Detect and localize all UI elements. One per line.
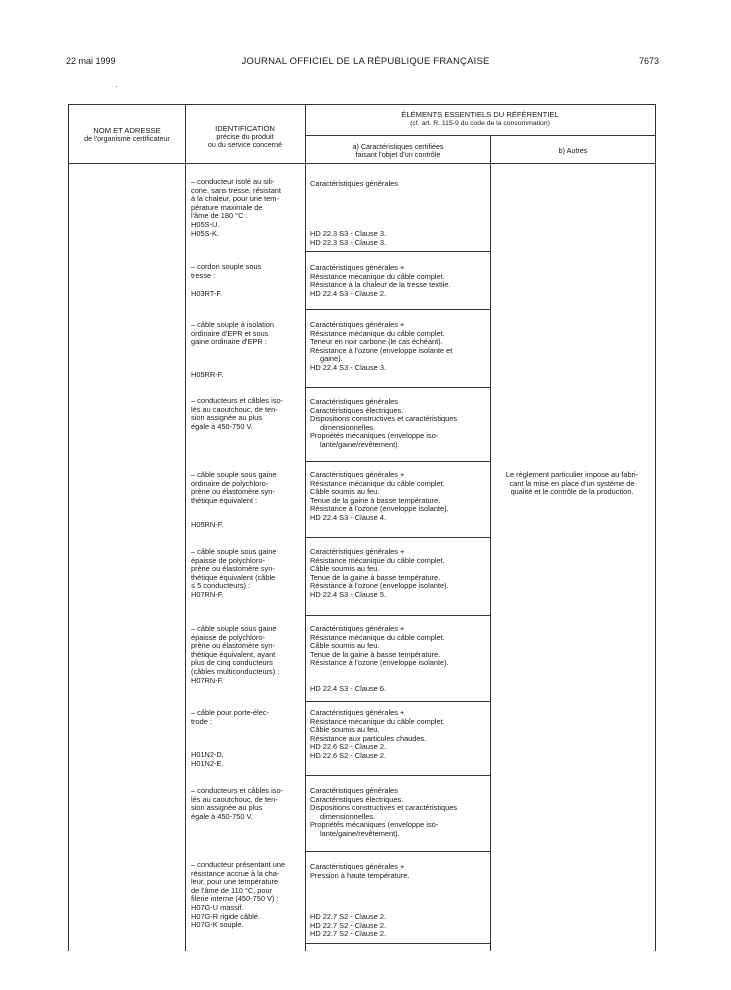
criteria-line: Caractéristiques générales + (310, 320, 405, 329)
desc-line: prène ou élastomère syn- (191, 641, 275, 651)
product-code: H07G-R rigide câblé. (191, 911, 261, 921)
criteria-cell (310, 180, 484, 189)
criteria-line: Teneur en noir carbone (le cas échéant). (310, 337, 443, 347)
criteria-line: Résistance à l'ozone (enveloppe isolante et (310, 345, 453, 355)
product-code: H01N2-D. (191, 750, 224, 759)
desc-line: – conducteurs et câbles iso- (191, 786, 284, 795)
criteria-line: Résistance à l'ozone (enveloppe isolante). (310, 504, 449, 514)
col-header-caracteristiques-line2: faisant l'objet d'un contrôle (355, 150, 441, 159)
col-header-autres: b) Autres (558, 146, 588, 155)
product-code: H05RR-F. (191, 370, 224, 379)
desc-line: épaisse de polychloro- (191, 555, 265, 565)
desc-line: trode : (191, 716, 212, 726)
row-separator (305, 537, 490, 538)
col-header-caracteristiques-line1: a) Caractéristiques certifiées (352, 142, 444, 151)
criteria-line: lante/gaine/revêtement). (320, 439, 400, 449)
standard-reference: HD 22.7 S2 - Clause 2. (310, 912, 386, 921)
standard-reference: HD 22.4 S3 - Clause 4. (310, 512, 386, 522)
desc-line: cone, sans tresse, résistant (191, 185, 281, 195)
standard-reference: HD 22.4 S3 - Clause 6. (310, 684, 386, 693)
product-description (191, 709, 297, 726)
product-code: H07RN-F. (191, 589, 224, 599)
desc-line: – câble pour porte-élec- (191, 708, 270, 717)
criteria-line: Résistance à la chaleur de la tresse textile. (310, 280, 451, 290)
product-code: H07RN-F. (191, 675, 224, 685)
standard-reference: HD 22.4 S3 - Clause 5. (310, 589, 386, 599)
desc-line: ≤ 5 conducteurs) : (191, 581, 251, 591)
criteria-line: Caractéristiques générales (310, 179, 398, 188)
criteria-line: Câble soumis au feu. (310, 487, 380, 497)
criteria-line: Résistance mécanique du câble complet. (310, 328, 445, 338)
col-header-identification-line3: ou du service concerné (207, 140, 283, 149)
desc-line: – cordon souple sous (191, 262, 262, 271)
reference-cell (310, 685, 484, 694)
product-description (191, 397, 297, 431)
header-sub-rule (305, 135, 655, 136)
col-header-elements-line1: ÉLÉMENTS ESSENTIELS DU RÉFÉRENTIEL (401, 110, 559, 119)
desc-line: pérature maximale de (191, 202, 263, 212)
autres-note-line: Le règlement particulier impose au fabri- (505, 470, 639, 479)
autres-note (493, 471, 651, 497)
desc-line: – câble souple sous gaine (191, 624, 277, 633)
criteria-line: Tenue de la gaine à basse température. (310, 495, 441, 505)
scan-dot (116, 86, 117, 87)
criteria-line: Caractéristiques générales + (310, 547, 405, 556)
criteria-line: Propriétés mécaniques (enveloppe iso- (310, 820, 439, 830)
col-header-caracteristiques (307, 143, 489, 159)
desc-line: – conducteur isolé au sili- (191, 177, 275, 186)
product-description (191, 178, 297, 238)
criteria-line: Résistance mécanique du câble complet. (310, 716, 445, 726)
criteria-line: Résistance mécanique du câble complet. (310, 271, 445, 281)
criteria-line: Tenue de la gaine à basse température. (310, 649, 441, 659)
desc-line: prène ou élastomère syn- (191, 564, 275, 574)
criteria-cell (310, 471, 484, 523)
product-description (191, 548, 297, 600)
desc-line: plus de cinq conducteurs (191, 658, 273, 668)
criteria-line: Caractéristiques générales + (310, 708, 405, 717)
criteria-line: Câble soumis au feu. (310, 641, 380, 651)
desc-line: – conducteurs et câbles iso- (191, 396, 284, 405)
desc-line: sion assignée au plus (191, 413, 263, 423)
autres-note-line: cant la mise en place d'un système de (509, 478, 635, 488)
criteria-line: Résistance à l'ozone (enveloppe isolante). (310, 581, 449, 591)
product-description (191, 787, 297, 821)
reference-cell (310, 230, 484, 247)
criteria-cell (310, 863, 484, 880)
desc-line: l'âme de 180 °C : (191, 211, 248, 221)
criteria-line: Caractéristiques électriques. (310, 794, 404, 804)
col-header-identification (187, 125, 303, 149)
desc-line: égale à 450-750 V. (191, 811, 253, 821)
desc-line: de l'âme de 110 °C, pour (191, 885, 273, 895)
criteria-line: Caractéristiques générales + (310, 624, 405, 633)
reference-table (68, 104, 656, 951)
desc-line: à la chaleur, pour une tem- (191, 194, 279, 204)
standard-reference: HD 22.4 S3 - Clause 3. (310, 362, 386, 372)
criteria-line: Résistance mécanique du câble complet. (310, 632, 445, 642)
row-separator (305, 461, 490, 462)
product-code: H01N2-E. (191, 758, 224, 768)
col-header-organisme-line1: NOM ET ADRESSE (93, 126, 161, 135)
desc-line: thétique équivalent (câble (191, 572, 276, 582)
product-codes (191, 290, 297, 299)
header-bottom-rule (69, 163, 655, 164)
col-divider-1 (185, 105, 186, 951)
col-header-identification-line1: IDENTIFICATION (215, 124, 275, 133)
desc-line: sion assignée au plus (191, 803, 263, 813)
criteria-cell (310, 787, 484, 839)
criteria-cell (310, 321, 484, 373)
criteria-line: Dispositions constructives et caractéristiques (310, 414, 458, 424)
criteria-line: dimensionnelles. (320, 811, 376, 821)
criteria-line: Câble soumis au feu. (310, 564, 380, 574)
desc-line: lés au caoutchouc, de ten- (191, 404, 278, 414)
criteria-cell (310, 398, 484, 450)
criteria-cell (310, 709, 484, 761)
row-separator (305, 615, 490, 616)
product-code: H03RT-F. (191, 289, 223, 298)
product-description (191, 625, 297, 685)
col-divider-3 (490, 135, 491, 951)
row-separator (305, 943, 490, 944)
row-separator (305, 387, 490, 388)
criteria-line: Tenue de la gaine à basse température. (310, 572, 441, 582)
criteria-line: Résistance aux particules chaudes. (310, 733, 427, 743)
criteria-line: Câble soumis au feu. (310, 725, 380, 735)
product-description (191, 321, 297, 347)
standard-reference: HD 22.3 S3 - Clause 3. (310, 237, 386, 247)
desc-line: résistance accrue à la cha- (191, 868, 280, 878)
col-header-organisme-line2: de l'organisme certificateur (84, 134, 170, 143)
criteria-line: lante/gaine/revêtement). (320, 828, 400, 838)
criteria-cell (310, 264, 484, 298)
product-description (191, 471, 297, 505)
standard-reference: HD 22.3 S3 - Clause 3. (310, 229, 386, 238)
row-separator (305, 775, 490, 776)
criteria-cell (310, 625, 484, 668)
criteria-line: Résistance mécanique du câble complet. (310, 555, 445, 565)
criteria-line: Caractéristiques générales + (310, 263, 405, 272)
criteria-line: dimensionnelles. (320, 422, 376, 432)
desc-line: thétique équivalent : (191, 495, 258, 505)
product-code: H07G-U massif. (191, 902, 244, 912)
product-description (191, 861, 297, 930)
col-header-identification-line2: précise du produit (216, 132, 274, 141)
desc-line: filerie interne (450-750 V) : (191, 894, 279, 904)
row-separator (305, 851, 490, 852)
col-header-organisme (71, 127, 183, 143)
product-codes (191, 751, 297, 768)
row-separator (305, 309, 490, 310)
desc-line: gaine ordinaire d'EPR : (191, 337, 267, 347)
reference-cell (310, 913, 484, 939)
standard-reference: HD 22.7 S2 - Clause 2. (310, 920, 386, 930)
desc-line: leur, pour une température (191, 877, 279, 887)
criteria-line: Caractéristiques générales (310, 397, 398, 406)
standard-reference: HD 22.6 S2 - Clause 2. (310, 742, 386, 752)
product-code: H07G-K souple. (191, 920, 244, 930)
desc-line: thétique équivalent, ayant (191, 649, 276, 659)
criteria-line: Caractéristiques électriques. (310, 405, 404, 415)
criteria-cell (310, 548, 484, 600)
desc-line: égale à 450-750 V. (191, 421, 253, 431)
product-codes (191, 521, 297, 530)
col-divider-2 (305, 105, 306, 951)
desc-line: tresse : (191, 270, 216, 280)
criteria-line: Propriétés mécaniques (enveloppe iso- (310, 431, 439, 441)
criteria-line: Résistance mécanique du câble complet. (310, 478, 445, 488)
product-codes (191, 371, 297, 380)
desc-line: épaisse de polychloro- (191, 632, 265, 642)
header-title: JOURNAL OFFICIEL DE LA RÉPUBLIQUE FRANÇAISE (241, 56, 490, 67)
standard-reference: HD 22.4 S3 - Clause 2. (310, 288, 386, 298)
row-separator (305, 701, 490, 702)
criteria-line: Caractéristiques générales + (310, 862, 405, 871)
criteria-line: Pression à haute température. (310, 870, 410, 880)
product-code: H05RN-F. (191, 520, 224, 529)
autres-note-line: qualité et le contrôle de la production. (510, 487, 634, 497)
criteria-line: gaine). (320, 354, 343, 364)
page-number: 7673 (638, 56, 659, 66)
desc-line: prène ou élastomère syn- (191, 487, 275, 497)
standard-reference: HD 22.6 S2 - Clause 2. (310, 750, 386, 760)
desc-line: – câble souple sous gaine (191, 470, 277, 479)
standard-reference: HD 22.7 S2 - Clause 2. (310, 929, 386, 939)
row-separator (305, 251, 490, 252)
product-code: H05S-U. (191, 219, 220, 229)
criteria-line: Résistance à l'ozone (enveloppe isolante). (310, 658, 449, 668)
product-description (191, 263, 297, 280)
col-header-elements (307, 111, 653, 128)
product-code: H05S-K. (191, 228, 219, 238)
desc-line: lés au caoutchouc, de ten- (191, 794, 278, 804)
criteria-line: Dispositions constructives et caractéristiques (310, 803, 458, 813)
desc-line: – câble souple à isolation (191, 320, 274, 329)
criteria-line: Caractéristiques générales (310, 786, 398, 795)
desc-line: ordinaire d'EPR et sous (191, 328, 269, 338)
desc-line: – câble souple sous gaine (191, 547, 277, 556)
header-date: 22 mai 1999 (66, 56, 116, 66)
desc-line: (câbles multiconducteurs) : (191, 666, 280, 676)
criteria-line: Caractéristiques générales + (310, 470, 405, 479)
col-header-elements-line2: (cf. art. R. 115-9 du code de la consommation) (410, 120, 550, 127)
desc-line: ordinaire de polychloro- (191, 478, 269, 488)
desc-line: – conducteur présentant une (191, 860, 286, 869)
